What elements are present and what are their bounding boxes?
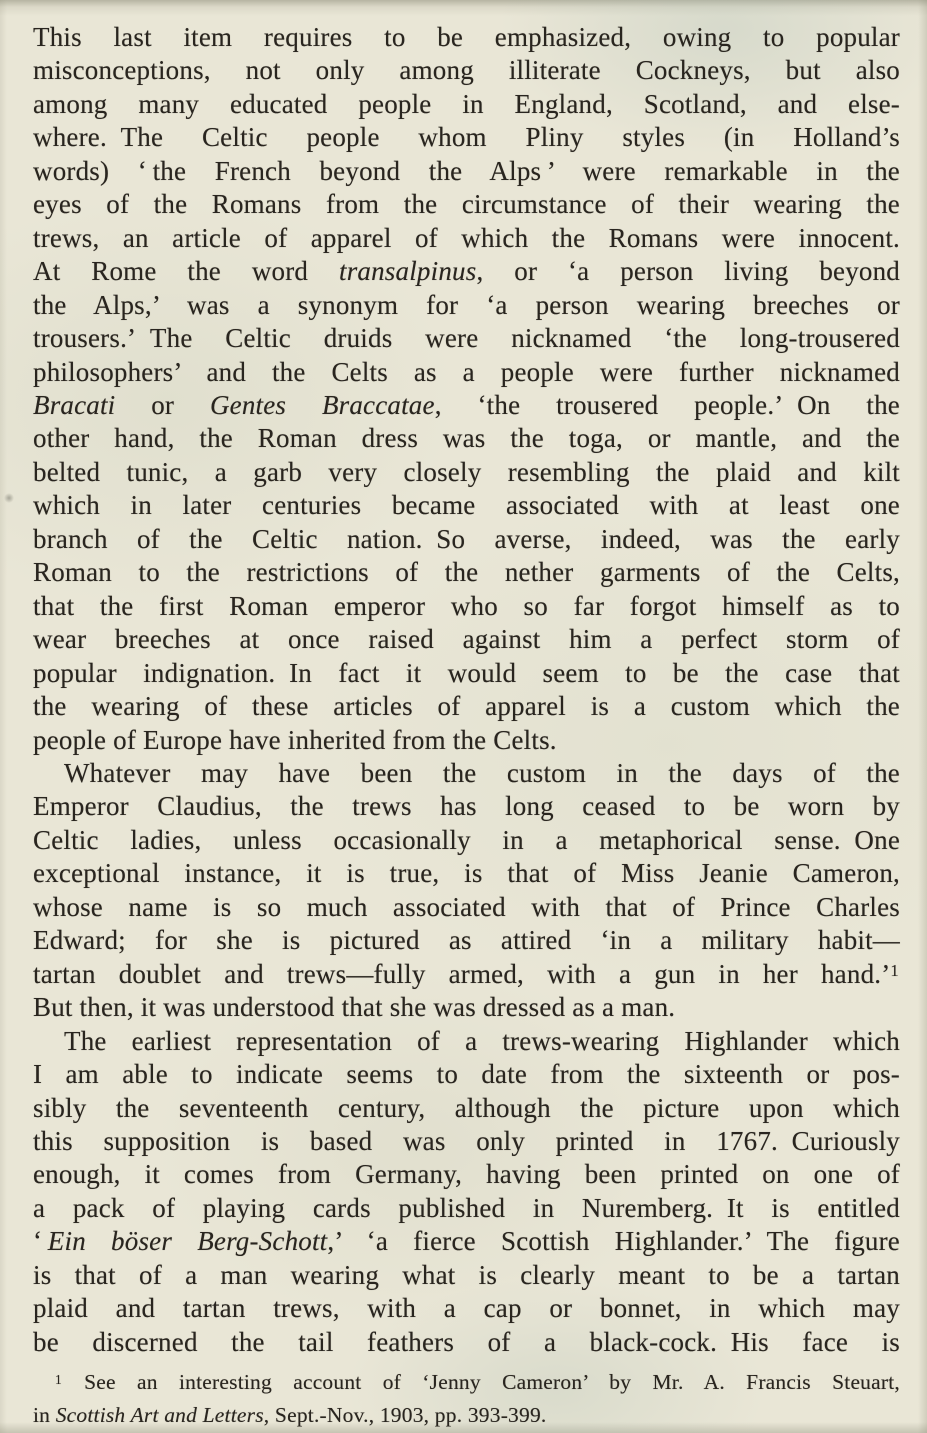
text-segment: the Alps,’ was a synonym for ‘a person wearing breeches or (33, 289, 900, 320)
text-line (33, 1158, 900, 1191)
text-segment: tartan doublet and trews—fully armed, with a gun in her hand.’ (33, 958, 891, 989)
text-line (33, 1292, 900, 1325)
text-line (33, 1058, 900, 1091)
text-line (33, 255, 900, 288)
italic-text: Gentes Braccatae (209, 389, 435, 420)
text-line (33, 1326, 900, 1359)
text-segment: The earliest representation of a trews-wearing Highlander which (64, 1025, 900, 1056)
text-segment: This last item requires to be emphasized, owing to popular (33, 22, 900, 52)
footnote-marker: 1 (55, 1371, 62, 1387)
text-segment: a pack of playing cards published in Nuremberg. It is entitled (33, 1192, 900, 1223)
text-segment: among many educated people in England, Scotland, and else- (33, 88, 900, 119)
text-segment: or (115, 389, 210, 420)
text-segment: other hand, the Roman dress was the toga, or mantle, and the (33, 423, 900, 454)
text-segment: be discerned the tail feathers of a black-cock. His face is (33, 1326, 900, 1357)
text-line (33, 891, 900, 924)
text-line (33, 222, 900, 255)
text-line (33, 1192, 900, 1225)
text-segment: plaid and tartan trews, with a cap or bonnet, in which may (33, 1293, 900, 1324)
text-line (33, 155, 900, 188)
text-line (33, 790, 900, 823)
text-line (33, 824, 900, 857)
text-line (33, 523, 900, 556)
text-line (33, 456, 900, 489)
text-line (33, 356, 900, 389)
text-segment: that the first Roman emperor who so far forgot himself as to (33, 590, 900, 621)
text-segment: wear breeches at once raised against him a perfect storm of (33, 624, 900, 655)
text-line (33, 489, 900, 522)
footnote-marker: 1 (890, 960, 899, 980)
text-line (33, 1125, 900, 1158)
text-segment: ,’ ‘a fierce Scottish Highlander.’ The figure (327, 1226, 900, 1257)
italic-text: Bracati (33, 389, 116, 420)
text-segment: this supposition is based was only printed in 1767. Curiously (33, 1125, 900, 1156)
text-line (33, 556, 900, 589)
text-segment: But then, it was understood that she was dressed as a man. (33, 992, 676, 1023)
text-segment: exceptional instance, it is true, is that of Miss Jeanie Cameron, (33, 858, 900, 889)
text-segment: Celtic ladies, unless occasionally in a metaphorical sense. One (33, 824, 900, 855)
text-segment: Roman to the restrictions of the nether garments of the Celts, (33, 557, 900, 588)
text-segment: sibly the seventeenth century, although the picture upon which (33, 1092, 900, 1123)
text-segment: the wearing of these articles of apparel is a custom which the (33, 691, 900, 722)
text-line (33, 857, 900, 890)
text-line (33, 991, 900, 1024)
text-line (33, 289, 900, 322)
text-segment: belted tunic, a garb very closely resembling the plaid and kilt (33, 456, 900, 487)
text-segment: philosophers’ and the Celts as a people were further nicknamed (33, 356, 900, 387)
text-segment: ‘ (33, 1226, 48, 1257)
text-segment: , or ‘a person living beyond (476, 256, 900, 287)
body-text-block (33, 21, 900, 1431)
text-line (33, 657, 900, 690)
paragraph (33, 757, 900, 1025)
text-segment: eyes of the Romans from the circumstance of their wearing the (33, 189, 900, 220)
footnote (33, 1366, 900, 1431)
text-segment: trews, an article of apparel of which the Romans were innocent. (33, 222, 900, 253)
text-line (33, 1092, 900, 1125)
text-segment: branch of the Celtic nation. So averse, indeed, was the early (33, 523, 900, 554)
text-line (33, 1225, 900, 1258)
text-segment: Edward; for she is pictured as attired ‘in a military habit— (33, 925, 900, 956)
text-segment: , ‘the trousered people.’ On the (434, 389, 900, 420)
text-line (33, 590, 900, 623)
text-line (33, 1259, 900, 1292)
text-line (33, 188, 900, 221)
text-line (33, 54, 900, 87)
text-segment: misconceptions, not only among illiterate Cockneys, but also (33, 55, 900, 86)
text-segment: people of Europe have inherited from the Celts. (33, 724, 557, 755)
text-line (33, 1025, 900, 1058)
italic-text: Ein böser Berg-Schott (47, 1226, 328, 1257)
text-line (33, 1366, 900, 1399)
text-line (33, 623, 900, 656)
text-segment: words) ‘ the French beyond the Alps ’ were remarkable in the (33, 155, 900, 186)
text-segment: See an interesting account of ‘Jenny Cameron’ by Mr. A. Francis Steuart, (62, 1370, 900, 1395)
text-segment: trousers.’ The Celtic druids were nicknamed ‘the long-trousered (33, 323, 900, 354)
paragraph (33, 1025, 900, 1360)
italic-text: Scottish Art and Letters (55, 1402, 264, 1427)
text-line (33, 389, 900, 422)
text-line (33, 1399, 900, 1432)
text-segment: in (33, 1402, 56, 1427)
paragraph (33, 21, 900, 757)
text-segment: Whatever may have been the custom in the days of the (64, 757, 900, 788)
text-line (33, 21, 900, 54)
italic-text: transalpinus (339, 256, 477, 287)
text-segment: enough, it comes from Germany, having been printed on one of (33, 1159, 900, 1190)
text-segment: At Rome the word (33, 256, 339, 287)
text-segment: is that of a man wearing what is clearly meant to be a tartan (33, 1259, 900, 1290)
text-line (33, 690, 900, 723)
text-line (33, 121, 900, 154)
text-line (33, 724, 900, 757)
text-segment: I am able to indicate seems to date from the sixteenth or pos- (33, 1059, 900, 1090)
text-segment: where. The Celtic people whom Pliny styles (in Holland’s (33, 122, 900, 153)
text-segment: whose name is so much associated with that of Prince Charles (33, 891, 900, 922)
text-line (33, 88, 900, 121)
text-line (33, 958, 900, 991)
text-segment: Emperor Claudius, the trews has long ceased to be worn by (33, 791, 900, 822)
text-segment: which in later centuries became associated with at least one (33, 490, 900, 521)
text-line (33, 322, 900, 355)
text-segment: , Sept.-Nov., 1903, pp. 393-399. (263, 1402, 547, 1427)
text-line (33, 422, 900, 455)
text-line (33, 757, 900, 790)
text-line (33, 924, 900, 957)
text-segment: popular indignation. In fact it would seem to be the case that (33, 657, 900, 688)
